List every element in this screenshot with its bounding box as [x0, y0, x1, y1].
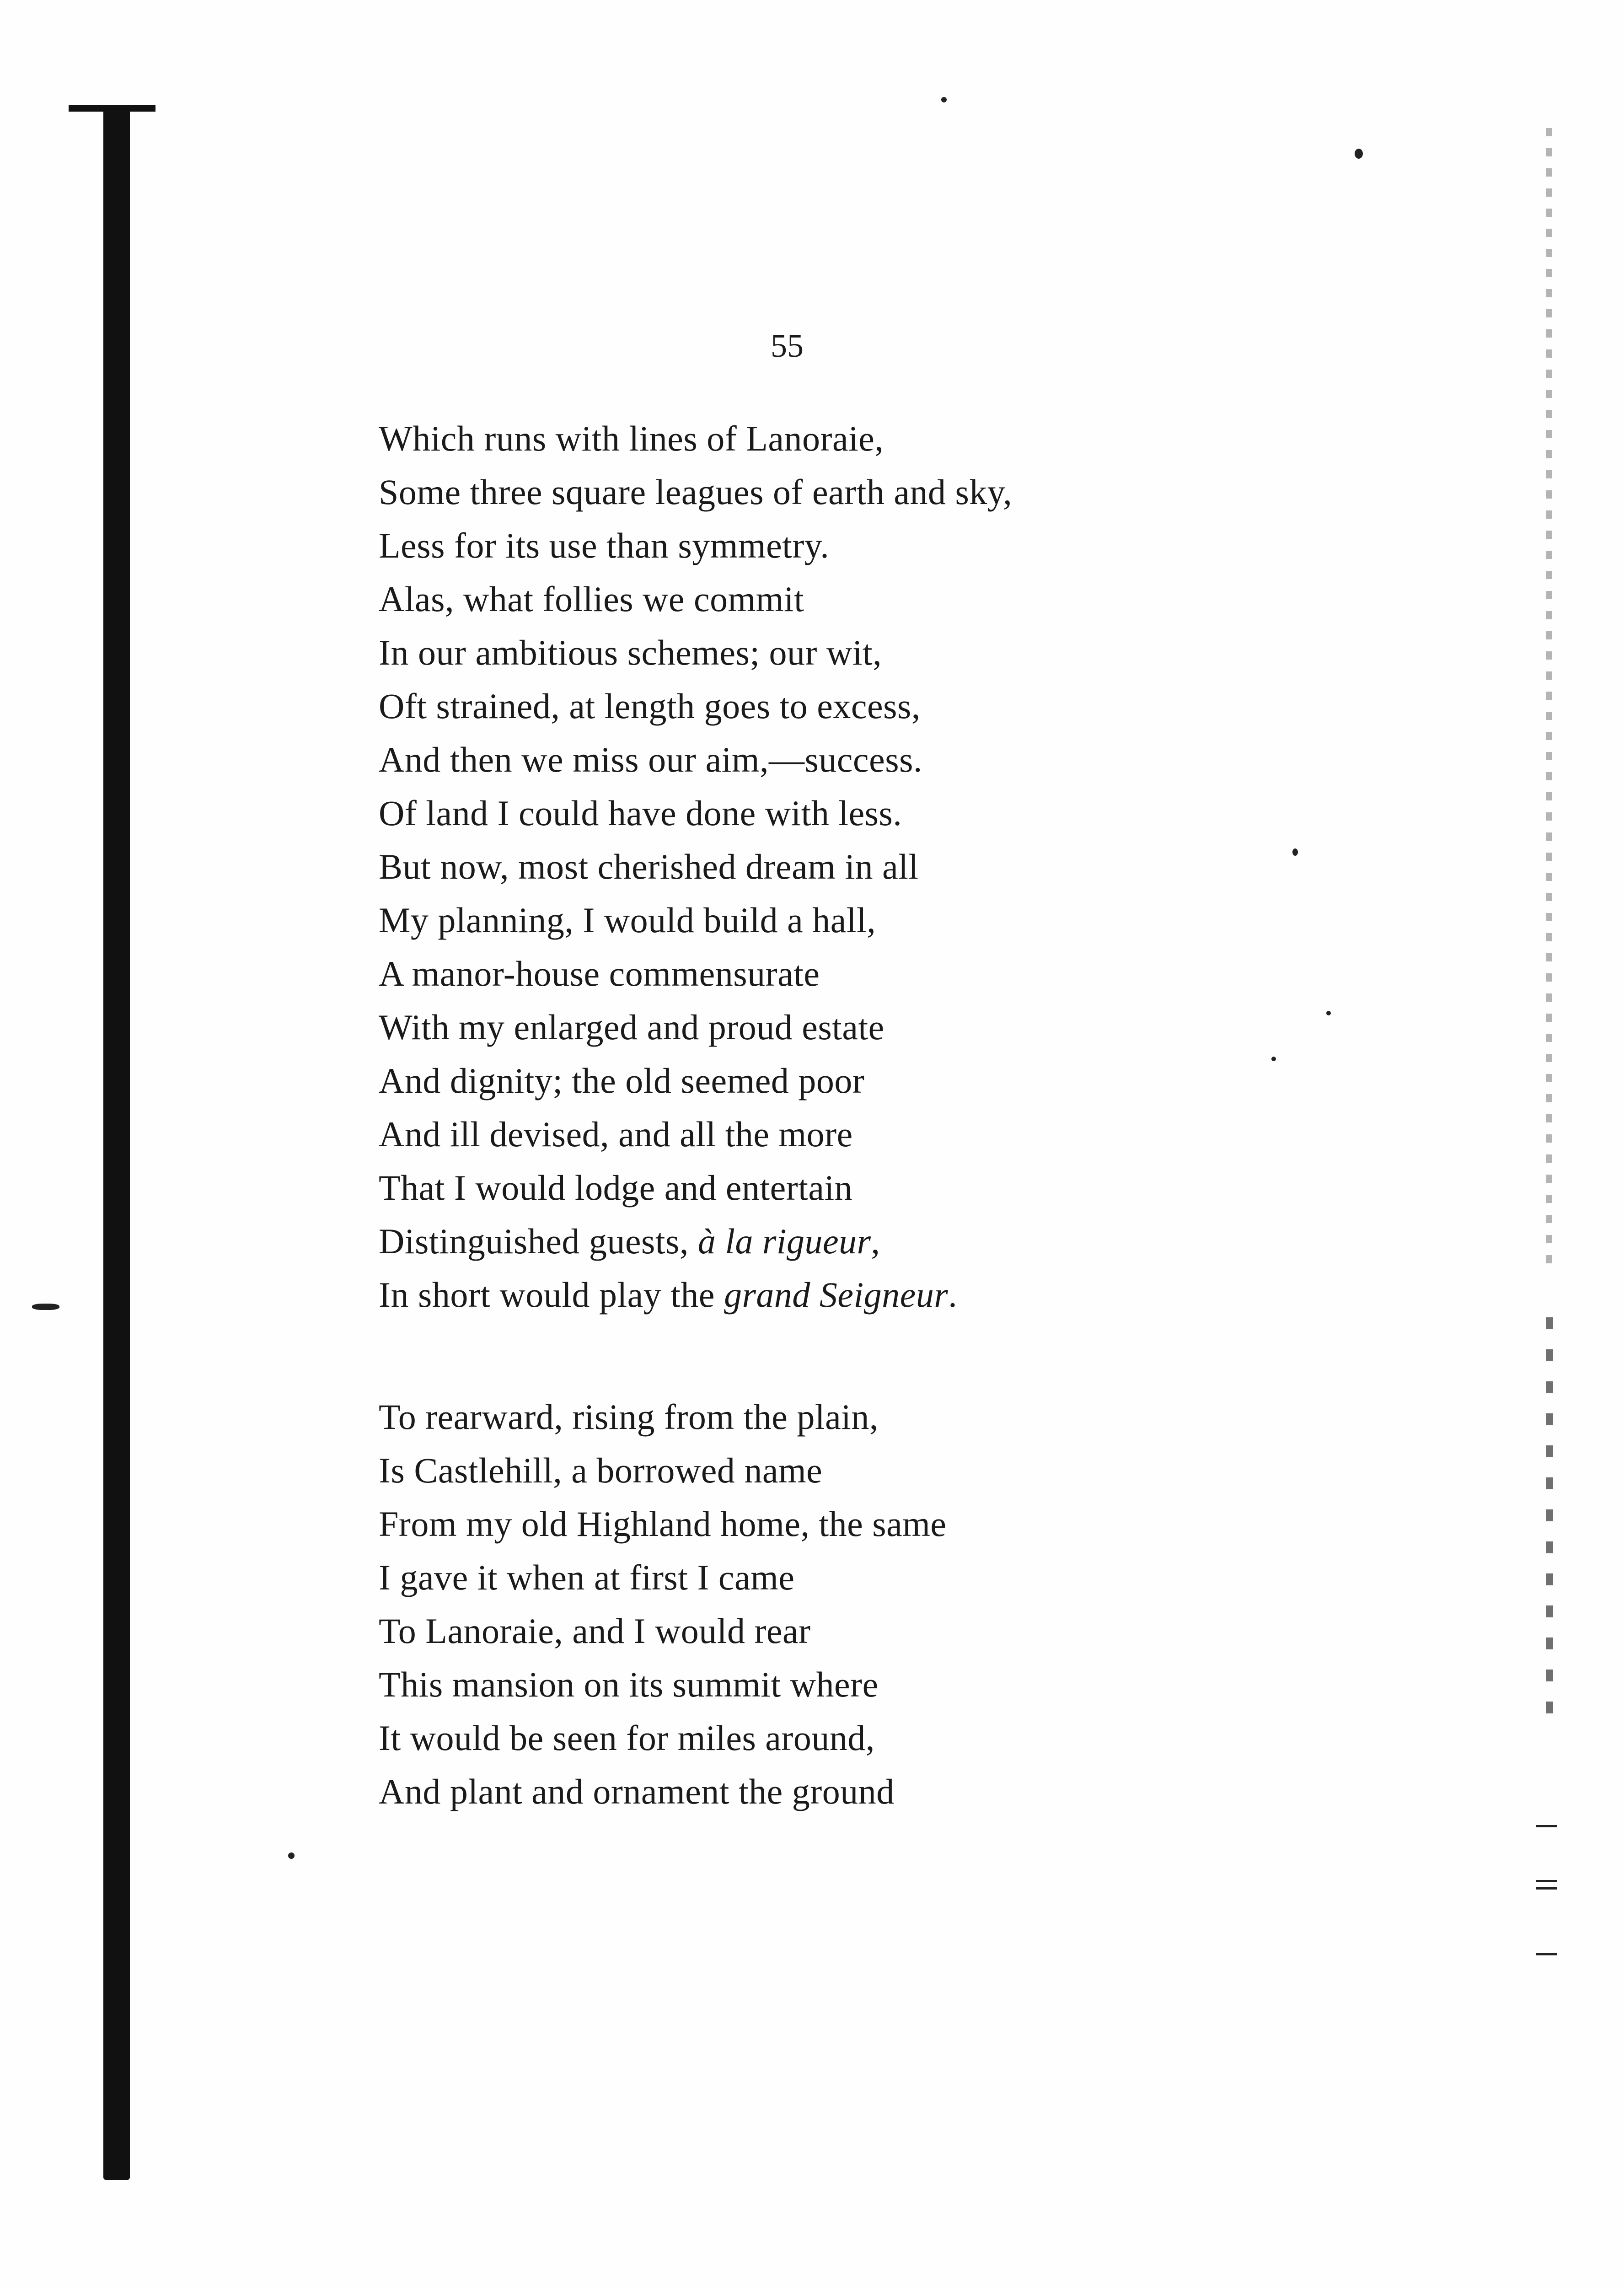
scan-speck [941, 97, 947, 102]
verse-italic: à la rigueur [697, 1221, 871, 1261]
verse-line: Less for its use than symmetry. [379, 526, 830, 565]
verse-line: A manor-house commensurate [379, 954, 820, 993]
verse-line: I gave it when at first I came [379, 1557, 795, 1597]
stanza-2 [379, 1390, 1385, 1818]
verse-line: And then we miss our aim,—success. [379, 740, 922, 779]
verse-line: Is Castlehill, a borrowed name [379, 1450, 823, 1490]
scan-edge-artifact [1546, 128, 1552, 1272]
scan-speck [288, 1852, 295, 1859]
verse-line-mixed [379, 1268, 1385, 1321]
verse-line: My planning, I would build a hall, [379, 900, 876, 940]
verse-line: Of land I could have done with less. [379, 793, 902, 833]
stanza-break [379, 1321, 1385, 1390]
verse-line: It would be seen for miles around, [379, 1718, 875, 1758]
scan-speck [1355, 149, 1363, 159]
verse-line: From my old Highland home, the same [379, 1504, 947, 1544]
verse-line: This mansion on its summit where [379, 1664, 879, 1704]
edge-mark [1536, 1953, 1557, 1955]
scan-speck [32, 1304, 59, 1310]
verse-line: And ill devised, and all the more [379, 1114, 853, 1154]
verse-punct: . [948, 1275, 958, 1315]
poem-text [379, 412, 1385, 1818]
verse-line: To rearward, rising from the plain, [379, 1397, 879, 1437]
verse-line: That I would lodge and entertain [379, 1168, 853, 1208]
verse-line: Oft strained, at length goes to excess, [379, 686, 921, 726]
verse-line-mixed [379, 1214, 1385, 1268]
scan-edge-artifact-lower [1546, 1317, 1553, 1729]
verse-line: Some three square leagues of earth and sky, [379, 472, 1013, 512]
stanza-1 [379, 412, 1385, 1321]
verse-line: But now, most cherished dream in all [379, 847, 919, 886]
edge-mark [1536, 1887, 1557, 1890]
verse-line: With my enlarged and proud estate [379, 1007, 884, 1047]
edge-mark [1536, 1880, 1557, 1882]
verse-punct: , [871, 1221, 880, 1261]
verse-line: Alas, what follies we commit [379, 579, 804, 619]
edge-mark [1536, 1825, 1557, 1827]
verse-italic: grand Seigneur [724, 1275, 949, 1315]
verse-line: And plant and ornament the ground [379, 1772, 895, 1811]
page-number: 55 [771, 327, 804, 364]
verse-line: Which runs with lines of Lanoraie, [379, 419, 884, 458]
verse-text: Distinguished guests, [379, 1221, 698, 1261]
verse-text: In short would play the [379, 1275, 724, 1315]
binding-edge [103, 108, 130, 2180]
verse-line: To Lanoraie, and I would rear [379, 1611, 811, 1651]
verse-line: In our ambitious schemes; our wit, [379, 633, 882, 672]
verse-line: And dignity; the old seemed poor [379, 1061, 865, 1101]
